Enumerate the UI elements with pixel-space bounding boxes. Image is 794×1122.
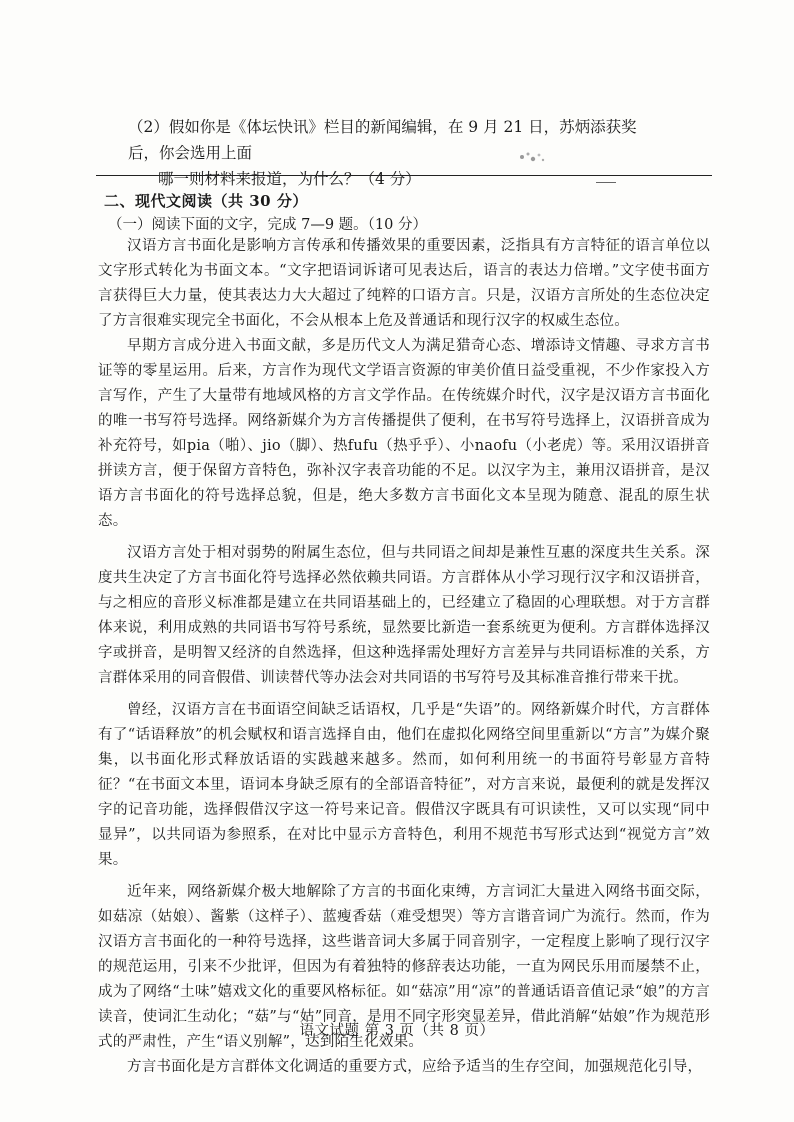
paragraph-4: 曾经，汉语方言在书面语空间缺乏话语权，几乎是“失语”的。网络新媒介时代，方言群体有了“话语释放”的机会赋权和语言选择自由，他们在虚拟化网络空间里重新以“方言”为媒介聚集，以书面化形式释放话语的实践越来越多。然而，如何利用统一的书面符号彰显方音特征？“在书面文本里，语词本身缺乏原有的全部语音特征”，对方言来说，最便利的就是发挥汉字的记音功能，选择假借汉字这一符号来记音。假借汉字既具有可识读性，又可以实现“同中显异”，以共同语为参照系，在对比中显示方音特色，利用不规范书写形式达到“视觉方言”效果。	[98, 702, 710, 868]
paragraph-3: 汉语方言处于相对弱势的附属生态位，但与共同语之间却是兼性互惠的深度共生关系。深度共生决定了方言书面化符号选择必然依赖共同语。方言群体从小学习现行汉字和汉语拼音，与之相应的音形义标准都是建立在共同语基础上的，已经建立了稳固的心理联想。对于方言群体来说，利用成熟的共同语书写符号系统，显然要比新造一套系统更为便利。方言群体选择汉字或拼音，是明智又经济的自然选择，但这种选择需处理好方言差异与共同语标准的关系，方言群体采用的同音假借、训读替代等办法会对共同语的书写符号及其标准音推行带来干扰。	[98, 545, 710, 686]
ink-smudge	[514, 147, 550, 167]
answer-line	[96, 175, 712, 176]
paragraph-2: 早期方言成分进入书面文献，多是历代文人为满足猎奇心态、增添诗文情趣、寻求方言书证等的零星运用。后来，方言作为现代文学语言资源的审美价值日益受重视，不少作家投入方言写作，产生了大量带有地域风格的方言文学作品。在传统媒介时代，汉字是汉语方言书面化的唯一书写符号选择。网络新媒介为方言传播提供了便利，在书写符号选择上，汉语拼音成为补充符号，如pia（啪）、jio（脚）、热fufu（热乎乎）、小naofu（小老虎）等。采用汉语拼音拼读方言，便于保留方音特色，弥补汉字表音功能的不足。以汉字为主，兼用汉语拼音，是汉语方言书面化的符号选择总貌，但是，绝大多数方言书面化文本呈现为随意、混乱的原生状态。	[98, 338, 710, 529]
paragraph-6: 方言书面化是方言群体文化调适的重要方式，应给予适当的生存空间，加强规范化引导，	[127, 1059, 703, 1075]
section-subtitle: （一）阅读下面的文字，完成 7—9 题。（10 分）	[108, 217, 427, 233]
section-title: 二、现代文阅读（共 30 分）	[104, 192, 308, 210]
paragraph-5: 近年来，网络新媒介极大地解除了方言的书面化束缚，方言词汇大量进入网络书面交际，如菇凉（姑娘）、酱紫（这样子）、蓝瘦香菇（难受想哭）等方言谐音词广为流行。然而，作为汉语方言书面化的一种符号选择，这些谐音词大多属于同音别字，一定程度上影响了现行汉字的规范运用，引来不少批评，但因为有着独特的修辞表达功能，一直为网民乐用而屡禁不止，成为了网络“土味”嬉戏文化的重要风格标征。如“菇凉”用“凉”的普通话语音值记录“娘”的方言读音，使词汇生动化；“菇”与“姑”同音，是用不同字形突显差异，借此消解“姑娘”作为规范形式的严肃性，产生“语义别解”，达到陌生化效果。	[98, 884, 710, 1050]
question-2-line1: （2）假如你是《体坛快讯》栏目的新闻编辑，在 9 月 21 日，苏炳添获奖后，你会选用上面	[128, 118, 637, 162]
paragraph-1: 汉语方言书面化是影响方言传承和传播效果的重要因素，泛指具有方言特征的语言单位以文字形式转化为书面文本。“文字把语词诉诸可见表达后，语言的表达力倍增。”文字使书面方言获得巨大力量，使其表达力大大超过了纯粹的口语方言。只是，汉语方言所处的生态位决定了方言很难实现完全书面化，不会从根本上危及普通话和现行汉字的权威生态位。	[98, 238, 710, 329]
question-2-line2: 哪一则材料来报道，为什么？（4 分）	[158, 170, 421, 188]
question-2	[128, 114, 648, 192]
reading-passage	[98, 234, 710, 1080]
page-footer: 语文试题 第 3 页（共 8 页）	[299, 1023, 495, 1039]
scan-mark	[596, 182, 616, 183]
